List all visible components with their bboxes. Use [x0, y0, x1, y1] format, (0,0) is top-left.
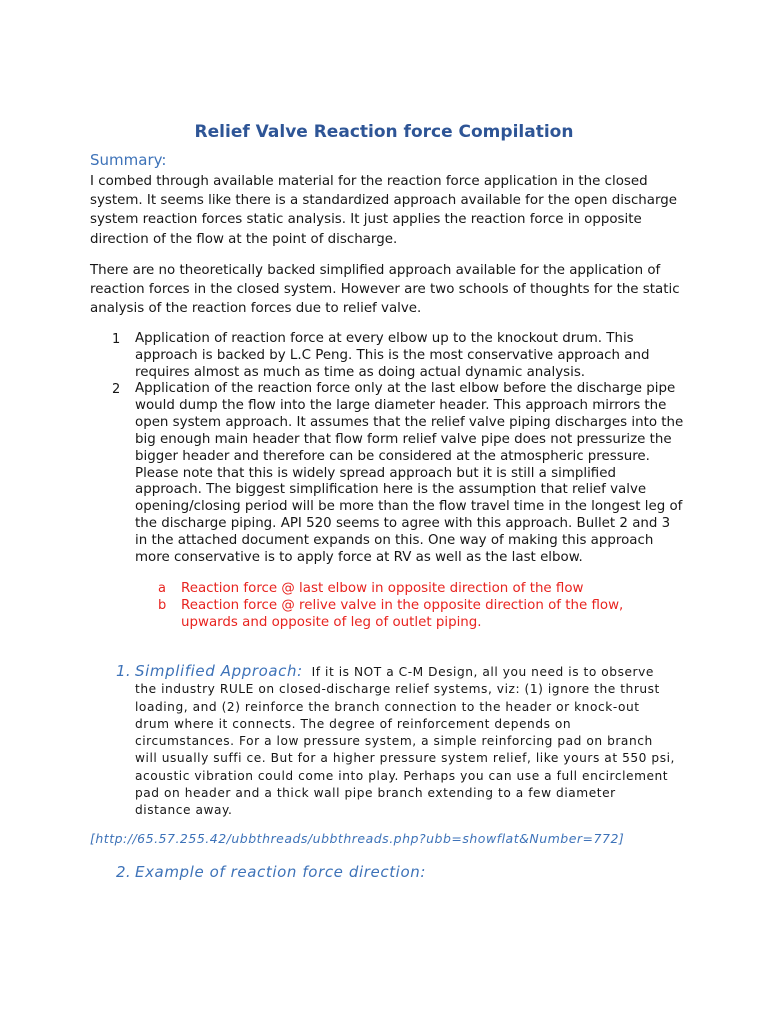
section-number: 1. [116, 662, 131, 680]
summary-heading: Summary: [90, 151, 167, 169]
section-heading: Example of reaction force direction: [135, 863, 426, 881]
sub-list-letter: b [158, 598, 167, 613]
section-body-text: If it is NOT a C-M Design, all you need is to observe the industry RULE on closed-discharge relief systems, viz: (1) ignore the thrust loading, and (2) reinforce the branch connection to the header or knock-out drum where it connects. The degree of reinforcement depends on circumstances. For a low pressure system, a simple reinforcing pad on branch will usually suffi ce. But for a higher pressure system relief, like yours at 550 psi, acoustic vibration could come into play. Perhaps you can use a full encirclement pad on header and a thick wall pipe branch extending to a few diameter distance away. [135, 665, 675, 818]
list-item-number: 2 [112, 382, 121, 397]
section-number: 2. [116, 863, 131, 881]
source-link[interactable]: [http://65.57.255.42/ubbthreads/ubbthreads.php?ubb=showflat&Number=772] [90, 831, 625, 846]
section-1-body [135, 663, 675, 820]
sub-list-text: Reaction force @ relive valve in the opposite direction of the flow, upwards and opposite of leg of outlet piping. [181, 598, 624, 630]
section-heading: Simplified Approach: [135, 662, 303, 680]
sub-list-letter: a [158, 581, 166, 596]
document-title: Relief Valve Reaction force Compilation [194, 122, 574, 142]
summary-paragraph-2: There are no theoretically backed simplified approach available for the application of reaction forces in the closed system. However are two schools of thoughts for the static analysis of the reaction forces due to relief valve. [90, 263, 680, 317]
list-item-number: 1 [112, 332, 121, 347]
list-item-text: Application of reaction force at every elbow up to the knockout drum. This approach is backed by L.C Peng. This is the most conservative approach and requires almost as much as time as doing actual dynamic analysis. [135, 331, 650, 380]
summary-paragraph-1: I combed through available material for the reaction force application in the closed system. It seems like there is a standardized approach available for the open discharge system reaction forces static analysis. It just applies the reaction force in opposite direction of the flow at the point of discharge. [90, 174, 678, 247]
list-item-text: Application of the reaction force only at the last elbow before the discharge pipe would dump the flow into the large diameter header. This approach mirrors the open system approach. It assumes that the relief valve piping discharges into the big enough main header that flow form relief valve pipe does not pressurize the bigger header and therefore can be considered at the atmospheric pressure. Please note that this is widely spread approach but it is still a simplified approach. The biggest simplification here is the assumption that relief valve opening/closing period will be more than the flow travel time in the longest leg of the discharge piping. API 520 seems to agree with this approach. Bullet 2 and 3 in the attached document expands on this. One way of making this approach more conservative is to apply force at RV as well as the last elbow. [135, 381, 684, 566]
sub-list-text: Reaction force @ last elbow in opposite direction of the flow [181, 581, 584, 596]
